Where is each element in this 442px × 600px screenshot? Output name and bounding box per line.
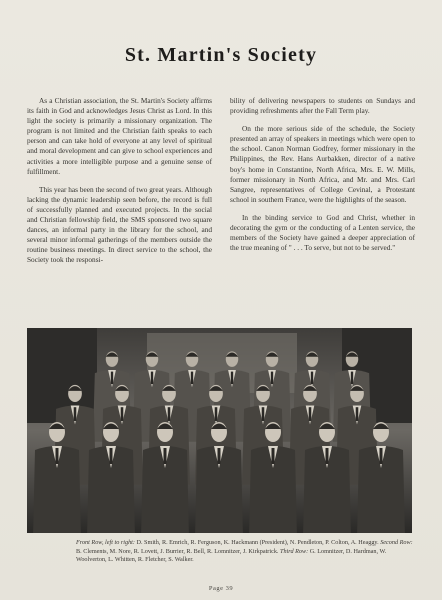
text-column-left	[27, 96, 212, 318]
photo-caption	[76, 539, 416, 565]
paragraph: In the binding service to God and Christ, whether in decorating the gym or the conducting of a Lenten service, the members of the Society have gained a deeper appreciation of the true meaning of " . . . To serve, but not to be served."	[230, 212, 415, 253]
caption-row-names: D. Smith, R. Emrich, R. Ferguson, K. Hackmann (President), N. Pendleton, P. Colton, A. Heaggy.	[136, 539, 379, 546]
caption-row-names: G. Lomnitzer, D. Hardman, W. Woolverton, L. Whitten, R. Fletcher, S. Walker.	[76, 547, 387, 564]
page-title: St. Martin's Society	[124, 44, 318, 66]
paragraph: As a Christian association, the St. Martin's Society affirms its faith in God and acknowledges Jesus Christ as Lord. In this light the society is primarily a missionary organization. The program is not limited and the Christian faith speaks to each person and can take hold of everyone at any level of spiritual and moral development and can give to school experiences and activities a more intelligible purpose and a genuine sense of fulfillment.	[27, 96, 212, 176]
caption-row-names: B. Clements, M. Nore, R. Lovett, J. Burrier, R. Bell, R. Lomnitzer, J. Kirkpatrick.	[76, 547, 279, 555]
group-photo	[27, 328, 412, 533]
paragraph: This year has been the second of two great years. Although lacking the dynamic leadership seen before, the record is full of successfully planned and executed projects. In the social and Christian fellowship field, the SMS sponsored two square dances, an informal party in the library for the school, and several minor informal gatherings of the members outside the routine business meetings. In direct service to the school, the Society took the responsi-	[27, 184, 212, 265]
caption-row-label: Front Row, left to right:	[76, 539, 135, 546]
paragraph: bility of delivering newspapers to students on Sundays and providing refreshments after the Fall Term play.	[230, 96, 415, 116]
body-text	[27, 96, 415, 318]
caption-row-label: Second Row:	[380, 539, 413, 546]
page-number: Page 39	[208, 585, 234, 592]
text-column-right	[230, 96, 415, 318]
caption-row-label: Third Row:	[280, 547, 309, 555]
paragraph: On the more serious side of the schedule, the Society presented an array of speakers in meetings which were open to the school. Canon Norman Godfrey, former missionary in the Philippines, the Rev. Hans Aurbakken, director of a native boy's home in Constantine, North Africa, Mrs. E. W. Mills, former missionary in North Africa, and Mr. and Mrs. Carl Sangree, representatives of College Cevinal, a Protestant school in southern France, were the highlights of the season.	[230, 124, 415, 204]
